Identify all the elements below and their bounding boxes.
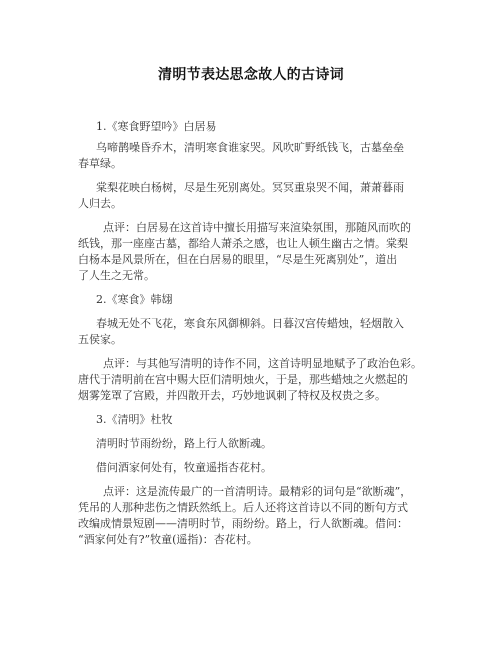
poem-verse-line: 春草绿。	[78, 157, 122, 170]
page-title: 清明节表达思念故人的古诗词	[158, 67, 344, 83]
commentary-line: 点评：白居易在这首诗中擅长用描写来渲染氛围，那随风而吹的	[103, 221, 411, 234]
commentary-line: 纸钱，那一座座古墓，都给人萧杀之感，也让人顿生幽古之情。棠梨	[78, 237, 408, 250]
commentary-line: 白杨本是风景所在，但在白居易的眼里，“尽是生死离别处”，道出	[78, 253, 398, 266]
poem-heading: 1.《寒食野望吟》白居易	[96, 120, 217, 133]
poem-verse-line: 棠梨花映白杨树，尽是生死别离处。冥冥重泉哭不闻，萧萧暮雨	[96, 181, 404, 194]
poem-verse-line: 乌啼鹊噪昏乔木，清明寒食谁家哭。风吹旷野纸钱飞，古墓垒垒	[96, 141, 404, 154]
commentary-line: 了人生之无常。	[78, 269, 155, 282]
poem-verse-line: 春城无处不飞花，寒食东风御柳斜。日暮汉宫传蜡烛，轻烟散入	[96, 317, 404, 330]
commentary-line: 唐代于清明前在宫中赐大臣们清明烛火，于是，那些蜡烛之火燃起的	[78, 373, 408, 386]
commentary-line: 点评：与其他写清明的诗作不同，这首诗明显地赋予了政治色彩。	[103, 357, 422, 370]
commentary-line: 凭吊的人那种悲伤之情跃然纸上。后人还将这首诗以不同的断句方式	[78, 501, 408, 514]
poem-verse-line: 五侯家。	[78, 333, 122, 346]
poem-heading: 3.《清明》杜牧	[96, 413, 173, 426]
commentary-line: “酒家何处有?”牧童(遥指)：杏花村。	[78, 533, 258, 546]
commentary-line: 点评：这是流传最广的一首清明诗。最精彩的词句是“欲断魂”，	[103, 485, 412, 498]
poem-verse-line: 清明时节雨纷纷，路上行人欲断魂。	[96, 437, 272, 450]
commentary-line: 改编成情景短剧——清明时节，雨纷纷。路上，行人欲断魂。借问：	[78, 517, 408, 530]
poem-verse-line: 借问酒家何处有，牧童遥指杏花村。	[96, 461, 272, 474]
commentary-line: 烟雾笼罩了宫殿，并四散开去，巧妙地讽刺了特权及权贵之多。	[78, 389, 386, 402]
poem-verse-line: 人归去。	[78, 197, 122, 210]
poem-heading: 2.《寒食》韩翃	[96, 293, 173, 306]
